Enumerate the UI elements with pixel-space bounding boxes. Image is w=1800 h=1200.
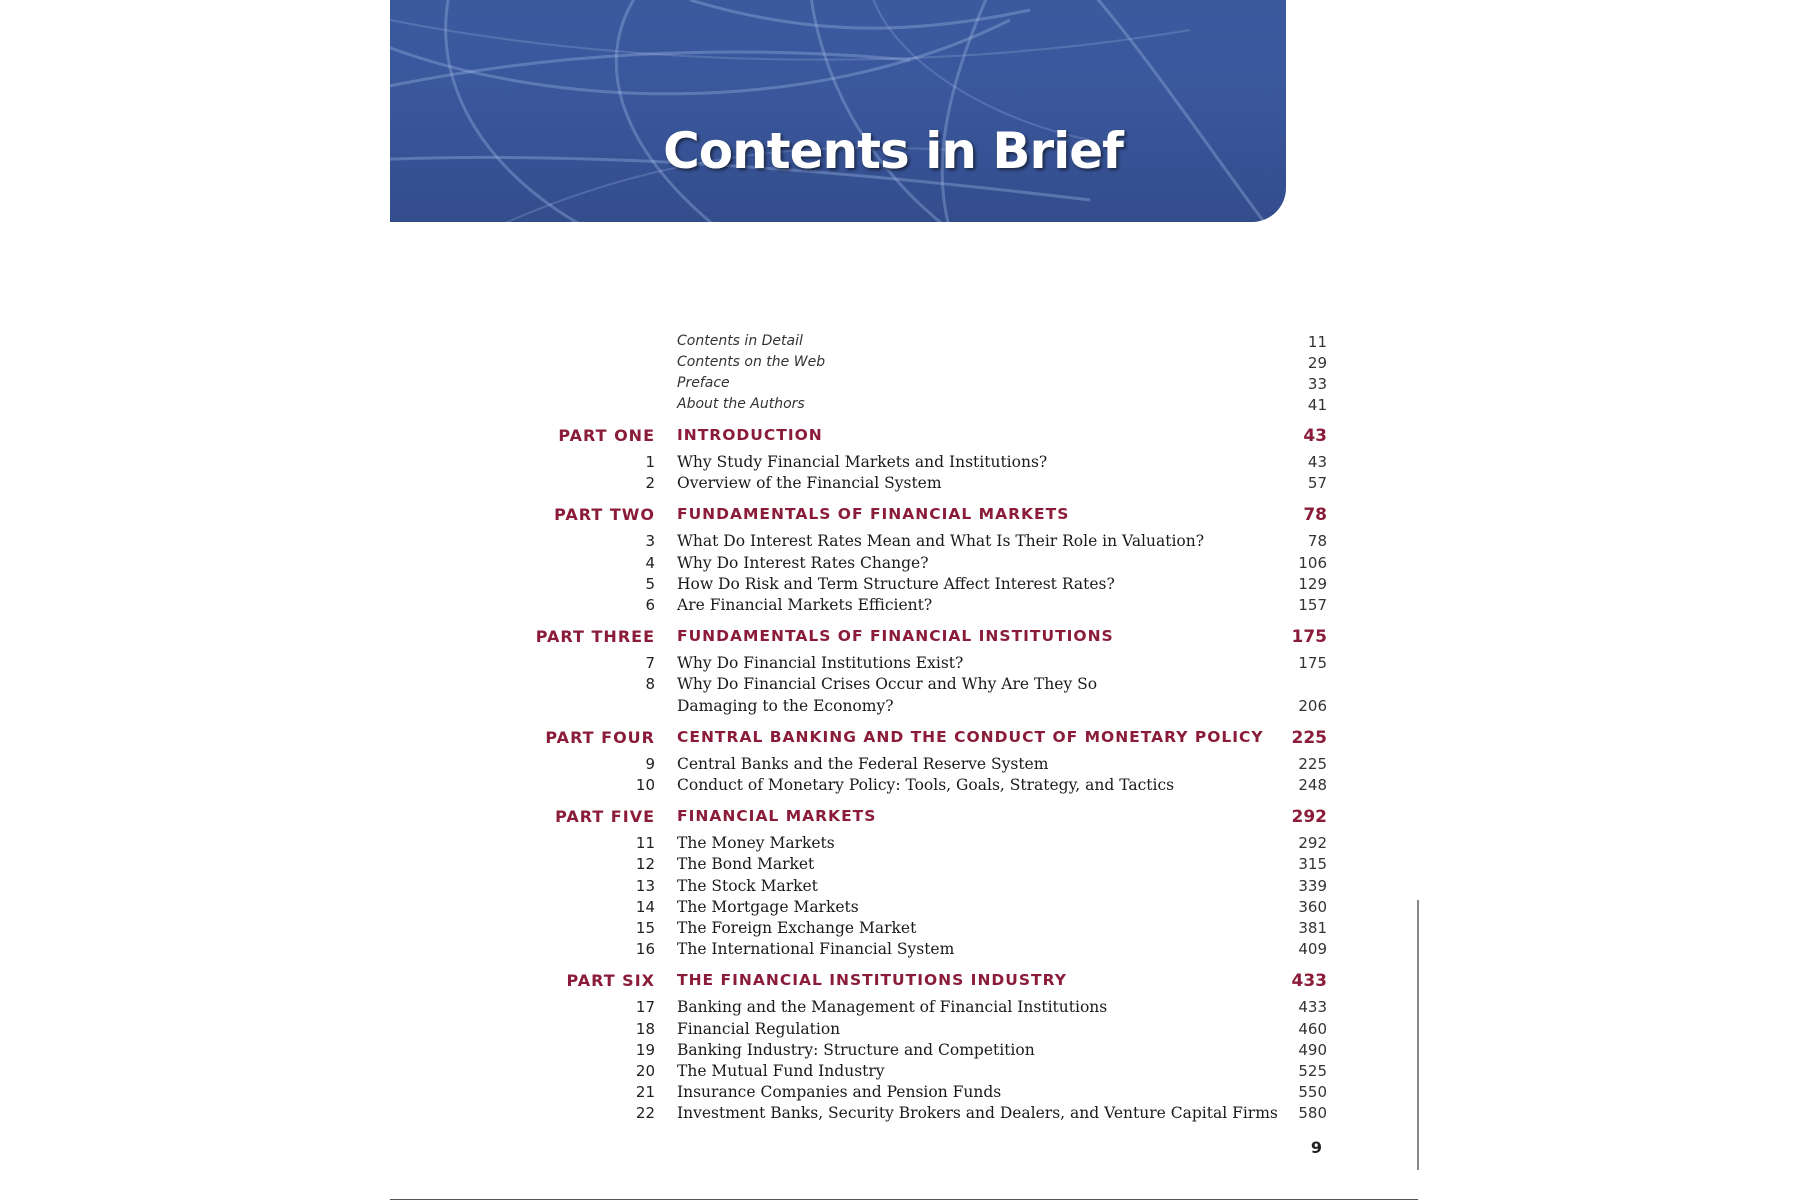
front-matter-title: About the Authors [677, 396, 805, 412]
chapter-row [0, 675, 1800, 695]
part-label: PART SIX [566, 971, 655, 991]
chapter-page: 550 [1298, 1083, 1327, 1102]
front-matter-title: Contents in Detail [677, 333, 803, 349]
chapter-number: 6 [645, 596, 655, 614]
chapter-row [0, 1062, 1800, 1082]
chapter-page: 409 [1298, 940, 1327, 959]
chapter-title: The Bond Market [677, 855, 815, 874]
front-matter-page: 33 [1307, 375, 1327, 393]
part-page: 78 [1303, 505, 1327, 526]
chapter-title: The Foreign Exchange Market [677, 919, 917, 937]
chapter-page: 206 [1298, 696, 1327, 715]
chapter-row [0, 855, 1800, 875]
chapter-number: 21 [635, 1083, 655, 1102]
chapter-page: 78 [1307, 532, 1327, 551]
chapter-row [0, 554, 1800, 574]
chapter-page: 175 [1298, 654, 1327, 673]
chapter-title: The International Financial System [677, 940, 955, 959]
chapter-page: 490 [1298, 1040, 1327, 1059]
chapter-title: The Money Markets [677, 834, 835, 853]
chapter-row [0, 474, 1800, 494]
chapter-page: 225 [1298, 754, 1327, 773]
chapter-page: 315 [1298, 855, 1327, 874]
chapter-page: 129 [1298, 574, 1327, 593]
chapter-number: 4 [645, 553, 655, 572]
page-number: 9 [1310, 1138, 1322, 1157]
chapter-title-continued: Damaging to the Economy? [677, 696, 894, 715]
front-matter-page: 41 [1307, 396, 1327, 414]
chapter-row [0, 776, 1800, 796]
chapter-page: 381 [1298, 919, 1327, 937]
part-heading-row [0, 505, 1800, 525]
part-label: PART ONE [558, 426, 655, 445]
chapter-page: 248 [1298, 776, 1327, 794]
front-matter-page: 29 [1307, 354, 1327, 372]
chapter-title: Why Do Financial Crises Occur and Why Are They So [677, 675, 1098, 694]
chapter-number: 14 [635, 897, 655, 916]
chapter-number: 18 [635, 1019, 655, 1038]
chapter-row [0, 898, 1800, 918]
part-title: FUNDAMENTALS OF FINANCIAL MARKETS [677, 505, 1070, 524]
part-heading-row [0, 627, 1800, 647]
chapter-number: 13 [635, 876, 655, 895]
front-matter-row [0, 354, 1800, 374]
part-title: THE FINANCIAL INSTITUTIONS INDUSTRY [677, 971, 1067, 990]
chapter-number: 1 [645, 453, 655, 471]
chapter-title: Are Financial Markets Efficient? [677, 596, 933, 614]
part-title: CENTRAL BANKING AND THE CONDUCT OF MONETARY POLICY [677, 727, 1264, 746]
chapter-page: 57 [1307, 474, 1327, 493]
chapter-number: 20 [635, 1062, 655, 1080]
chapter-page: 43 [1307, 453, 1327, 471]
chapter-row [0, 575, 1800, 595]
part-page: 175 [1291, 627, 1327, 648]
chapter-page: 360 [1298, 897, 1327, 916]
chapter-number: 2 [645, 474, 655, 493]
chapter-page: 525 [1298, 1062, 1327, 1080]
chapter-title: Financial Regulation [677, 1019, 841, 1038]
part-page: 292 [1291, 807, 1327, 828]
part-page: 225 [1291, 727, 1327, 748]
chapter-page: 433 [1298, 998, 1327, 1017]
chapter-title: Banking Industry: Structure and Competition [677, 1040, 1035, 1059]
chapter-number: 3 [645, 532, 655, 551]
chapter-page: 292 [1298, 834, 1327, 853]
part-page: 43 [1303, 426, 1327, 446]
chapter-title: Why Do Financial Institutions Exist? [677, 654, 964, 673]
chapter-row [0, 919, 1800, 939]
part-page: 433 [1291, 971, 1327, 992]
chapter-title: The Stock Market [677, 876, 818, 895]
chapter-number: 12 [635, 855, 655, 874]
chapter-title: Conduct of Monetary Policy: Tools, Goals, Strategy, and Tactics [677, 776, 1175, 794]
chapter-page: 157 [1298, 596, 1327, 614]
part-label: PART FIVE [555, 807, 655, 827]
chapter-page: 106 [1298, 553, 1327, 572]
front-matter-row [0, 396, 1800, 416]
chapter-title: The Mortgage Markets [677, 897, 859, 916]
part-heading-row [0, 728, 1800, 748]
chapter-title: Banking and the Management of Financial Institutions [677, 998, 1108, 1017]
front-matter-title: Contents on the Web [677, 354, 826, 370]
chapter-title: The Mutual Fund Industry [677, 1062, 885, 1080]
page-title: Contents in Brief [663, 122, 1123, 180]
chapter-title: Insurance Companies and Pension Funds [677, 1083, 1002, 1102]
chapter-number: 17 [635, 998, 655, 1017]
chapter-row [0, 1020, 1800, 1040]
part-heading-row [0, 426, 1800, 446]
part-heading-row [0, 971, 1800, 991]
chapter-row [0, 877, 1800, 897]
part-label: PART TWO [554, 505, 655, 525]
chapter-row [0, 998, 1800, 1018]
chapter-row [0, 1083, 1800, 1103]
chapter-title: What Do Interest Rates Mean and What Is Their Role in Valuation? [677, 532, 1205, 551]
chapter-row-continued [0, 697, 1800, 717]
chapter-row [0, 1104, 1800, 1124]
part-heading-row [0, 807, 1800, 827]
front-matter-row [0, 375, 1800, 395]
chapter-number: 22 [635, 1104, 655, 1123]
part-title: FUNDAMENTALS OF FINANCIAL INSTITUTIONS [677, 627, 1114, 646]
chapter-title: Central Banks and the Federal Reserve System [677, 754, 1049, 773]
chapter-row [0, 654, 1800, 674]
front-matter-row [0, 333, 1800, 353]
chapter-row [0, 755, 1800, 775]
part-label: PART FOUR [545, 727, 655, 747]
chapter-number: 7 [645, 654, 655, 673]
chapter-title: Investment Banks, Security Brokers and Dealers, and Venture Capital Firms [677, 1104, 1278, 1123]
part-title: INTRODUCTION [677, 426, 823, 444]
chapter-page: 460 [1298, 1019, 1327, 1038]
chapter-number: 9 [645, 754, 655, 773]
chapter-number: 16 [635, 940, 655, 959]
chapter-number: 19 [635, 1040, 655, 1059]
chapter-number: 10 [635, 776, 655, 794]
chapter-row [0, 834, 1800, 854]
chapter-title: Why Do Interest Rates Change? [677, 553, 929, 572]
chapter-title: Why Study Financial Markets and Institutions? [677, 453, 1048, 471]
chapter-title: How Do Risk and Term Structure Affect Interest Rates? [677, 574, 1115, 593]
chapter-row [0, 532, 1800, 552]
chapter-number: 11 [635, 834, 655, 853]
chapter-title: Overview of the Financial System [677, 474, 942, 493]
chapter-row [0, 1041, 1800, 1061]
front-matter-page: 11 [1307, 333, 1327, 351]
chapter-number: 15 [635, 919, 655, 937]
chapter-page: 580 [1298, 1104, 1327, 1123]
front-matter-title: Preface [677, 375, 730, 391]
part-title: FINANCIAL MARKETS [677, 807, 877, 826]
chapter-row [0, 453, 1800, 473]
chapter-row [0, 940, 1800, 960]
part-label: PART THREE [535, 627, 655, 647]
chapter-number: 8 [645, 675, 655, 694]
chapter-row [0, 596, 1800, 616]
chapter-number: 5 [645, 574, 655, 593]
chapter-page: 339 [1298, 876, 1327, 895]
